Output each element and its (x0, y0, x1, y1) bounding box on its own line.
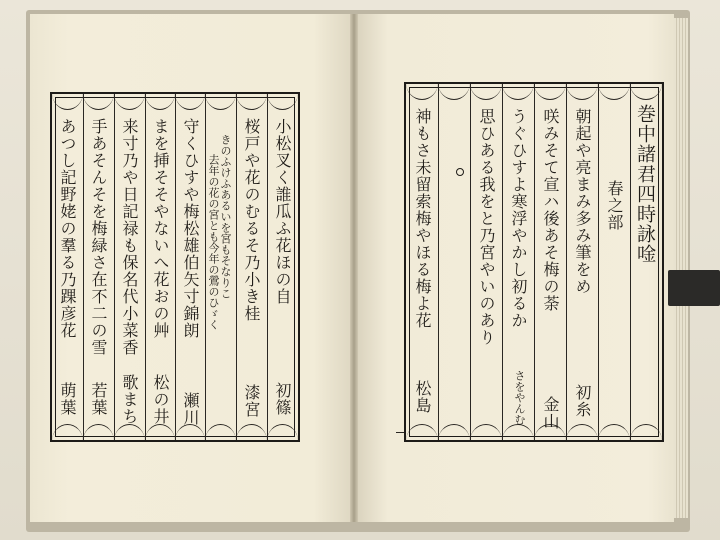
right-text-frame (404, 82, 664, 442)
book-gutter (350, 14, 358, 522)
poem-text-small: きのふけふあるいを宮もそなりこ (219, 134, 232, 299)
poem-author: 歌まち (120, 374, 139, 425)
poem-text: 来寸乃や日記禄も保名代小菜香 (120, 118, 139, 356)
poem-author: 若葉 (89, 382, 108, 416)
poem-author: 初糸 (573, 384, 592, 418)
page-title: 巻中諸君四時詠唫 (634, 104, 656, 264)
page-mark (396, 432, 404, 433)
poem-author: さをやんむ (513, 370, 526, 425)
poem-author: 萌葉 (58, 382, 77, 416)
poem-text: 桜戸や花のむるそ乃小き桂 (242, 118, 261, 322)
circle-mark (456, 168, 464, 176)
poem-author: 金山 (541, 396, 560, 430)
right-column (598, 84, 631, 440)
poem-author: 初篠 (273, 382, 292, 416)
section-heading: 春之部 (605, 180, 624, 231)
poem-text: 咲みそて宣ハ後あそ梅の荼 (541, 108, 560, 312)
poem-text: 守くひすや梅松雄伯矢寸錦朗 (181, 118, 200, 339)
poem-text: 手あそんそを梅緑さ在不二の雪 (89, 118, 108, 356)
poem-author: 瀬川 (181, 392, 200, 426)
poem-text: 思ひある我をと乃宮やいのあり (477, 108, 496, 346)
poem-text: あつし記野姥の羣る乃踝彦花 (58, 118, 77, 339)
poem-text: まを挿そそやないへ花おの艸 (151, 118, 170, 339)
poem-text: 小松叉く誰瓜ふ花ほの自 (273, 118, 292, 305)
bookmark-tab (668, 270, 720, 306)
poem-author: 松島 (413, 380, 432, 414)
poem-text: 神もさ未留索梅やほる梅よ花 (413, 108, 432, 329)
poem-author: 漆宮 (242, 384, 261, 418)
poem-text: 朝起や亮まみ多み筆をめ (573, 108, 592, 295)
page-edges (674, 18, 688, 518)
poem-text-small: 去年の花の宮とも今年の鶯のひゞく (207, 154, 220, 330)
poem-text: うぐひすよ寒浮やかし初るか (509, 108, 528, 329)
right-column (438, 84, 471, 440)
left-text-frame (50, 92, 300, 442)
poem-author: 松の井 (151, 374, 170, 425)
